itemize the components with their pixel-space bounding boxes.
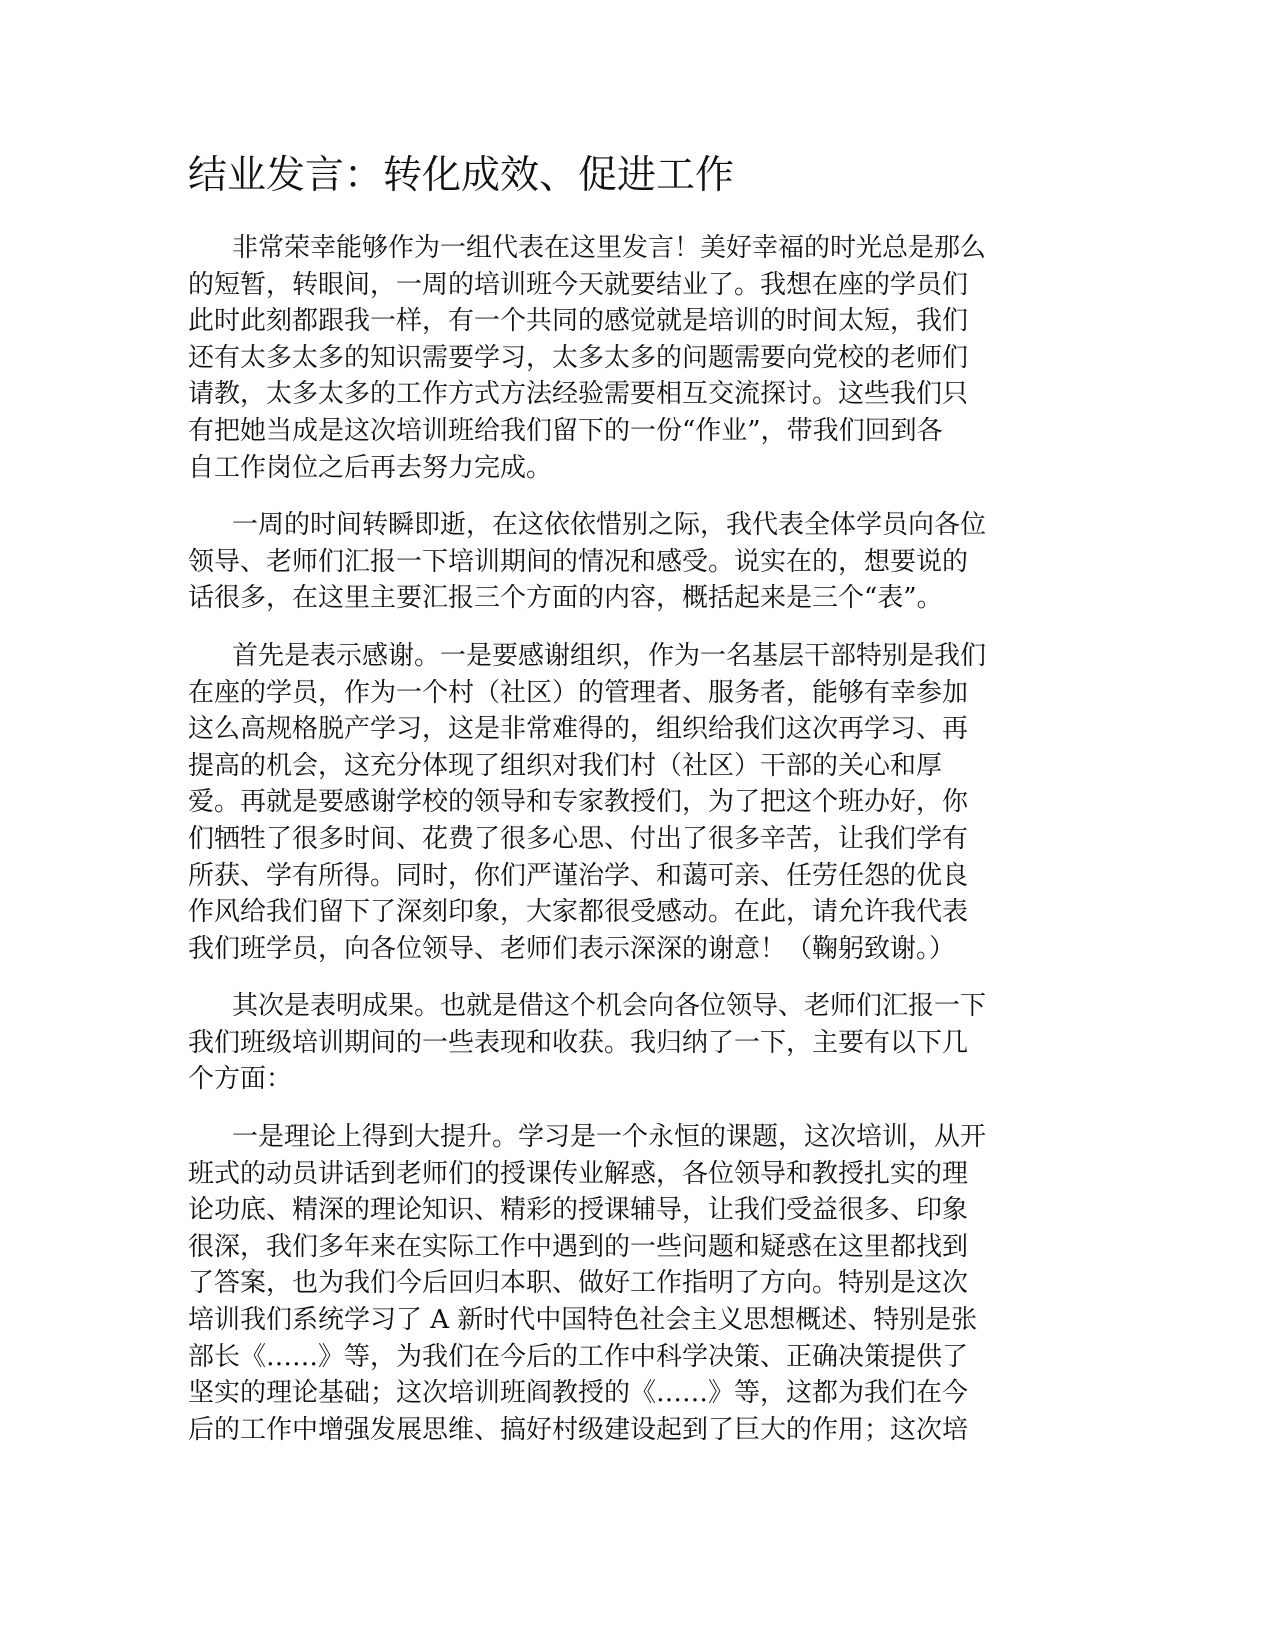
paragraph-line: 作风给我们留下了深刻印象，大家都很受感动。在此，请允许我代表 — [188, 897, 969, 928]
paragraph-line: 在座的学员，作为一个村（社区）的管理者、服务者，能够有幸参加 — [188, 677, 969, 708]
paragraph-line: 爱。再就是要感谢学校的领导和专家教授们，为了把这个班办好，你 — [188, 787, 969, 818]
document-title: 结业发言：转化成效、促进工作 — [188, 153, 735, 198]
document-body — [188, 230, 1078, 1448]
paragraph-line: 领导、老师们汇报一下培训期间的情况和感受。说实在的，想要说的 — [188, 546, 969, 577]
paragraph-line: 我们班级培训期间的一些表现和收获。我归纳了一下，主要有以下几 — [188, 1027, 969, 1058]
paragraph-line: 有把她当成是这次培训班给我们留下的一份“作业”，带我们回到各 — [188, 415, 943, 446]
paragraph-line: 一周的时间转瞬即逝，在这依依惜别之际，我代表全体学员向各位 — [232, 510, 987, 541]
paragraph-line: 请教，太多太多的工作方式方法经验需要相互交流探讨。这些我们只 — [188, 379, 969, 410]
paragraph-line: 们牺牲了很多时间、花费了很多心思、付出了很多辛苦，让我们学有 — [188, 823, 969, 854]
paragraph-line: 论功底、精深的理论知识、精彩的授课辅导，让我们受益很多、印象 — [188, 1195, 969, 1226]
paragraph-line: 部长《……》等，为我们在今后的工作中科学决策、正确决策提供了 — [188, 1341, 969, 1372]
paragraph-line: 非常荣幸能够作为一组代表在这里发言！美好幸福的时光总是那么 — [232, 233, 987, 263]
paragraph-line: 班式的动员讲话到老师们的授课传业解惑，各位领导和教授扎实的理 — [188, 1158, 969, 1189]
paragraph — [188, 988, 1078, 1098]
paragraph-line: 提高的机会，这充分体现了组织对我们村（社区）干部的关心和厚 — [188, 750, 943, 781]
paragraph — [188, 1119, 1078, 1448]
paragraph — [188, 230, 1078, 486]
paragraph-line: 培训我们系统学习了 A 新时代中国特色社会主义思想概述、特别是张 — [188, 1305, 978, 1336]
paragraph-line: 这么高规格脱产学习，这是非常难得的，组织给我们这次再学习、再 — [188, 714, 969, 745]
paragraph-line: 后的工作中增强发展思维、搞好村级建设起到了巨大的作用；这次培 — [188, 1414, 969, 1445]
paragraph — [188, 638, 1078, 967]
paragraph-line: 了答案，也为我们今后回归本职、做好工作指明了方向。特别是这次 — [188, 1268, 969, 1299]
paragraph-line: 坚实的理论基础；这次培训班阎教授的《……》等，这都为我们在今 — [188, 1378, 969, 1409]
paragraph-line: 的短暂，转眼间，一周的培训班今天就要结业了。我想在座的学员们 — [188, 269, 969, 300]
paragraph-line: 其次是表明成果。也就是借这个机会向各位领导、老师们汇报一下 — [232, 991, 987, 1022]
paragraph-line: 很深，我们多年来在实际工作中遇到的一些问题和疑惑在这里都找到 — [188, 1231, 969, 1262]
paragraph — [188, 507, 1078, 617]
paragraph-line: 话很多，在这里主要汇报三个方面的内容，概括起来是三个“表”。 — [188, 583, 943, 614]
paragraph-line: 个方面： — [188, 1064, 293, 1095]
paragraph-line: 此时此刻都跟我一样，有一个共同的感觉就是培训的时间太短，我们 — [188, 306, 969, 337]
paragraph-line: 所获、学有所得。同时，你们严谨治学、和蔼可亲、任劳任怨的优良 — [188, 860, 969, 891]
paragraph-line: 一是理论上得到大提升。学习是一个永恒的课题，这次培训，从开 — [232, 1122, 987, 1153]
paragraph-line: 首先是表示感谢。一是要感谢组织，作为一名基层干部特别是我们 — [232, 640, 987, 671]
paragraph-line: 还有太多太多的知识需要学习，太多太多的问题需要向党校的老师们 — [188, 342, 969, 373]
paragraph-line: 我们班学员，向各位领导、老师们表示深深的谢意！（鞠躬致谢。） — [188, 933, 956, 964]
paragraph-line: 自工作岗位之后再去努力完成。 — [188, 452, 553, 483]
